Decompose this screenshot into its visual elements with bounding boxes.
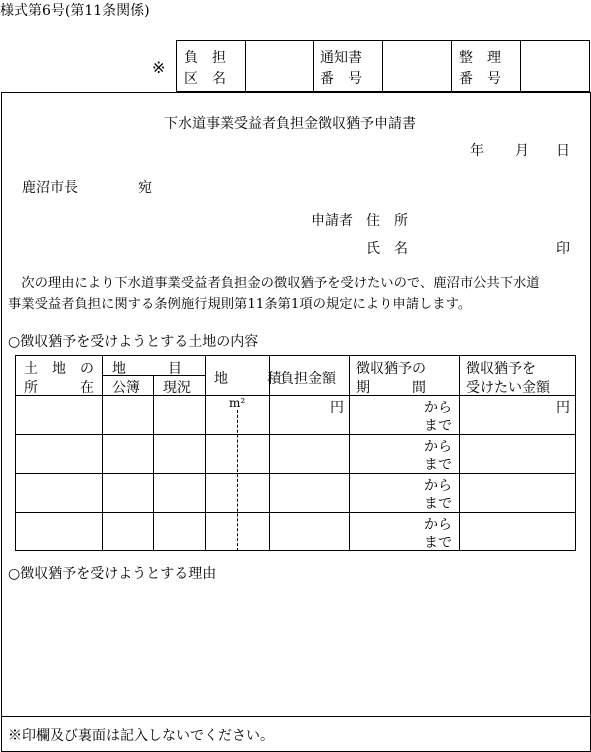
header-category-registry: 公簿: [112, 380, 140, 396]
header-amount-1: 徴収猶予を: [466, 361, 536, 377]
office-col1-line2: 区 名: [184, 71, 226, 87]
row2-from: から: [424, 439, 452, 455]
form-title: 下水道事業受益者負担金徴収猶予申請書: [164, 116, 416, 132]
form-number: 様式第6号(第11条関係): [0, 3, 150, 19]
header-location-2: 所 在: [24, 380, 94, 396]
office-col1-line1: 負 担: [184, 50, 226, 66]
row1-to: まで: [424, 418, 452, 434]
date-month: 月: [515, 143, 529, 159]
header-period-2: 期 間: [356, 380, 426, 396]
office-col2-line1: 通知書: [320, 50, 362, 66]
applicant-label: 申請者: [311, 213, 353, 229]
row4-to: まで: [424, 535, 452, 551]
land-section-heading: ○徴収猶予を受けようとする土地の内容: [8, 334, 259, 350]
row4-from: から: [424, 517, 452, 533]
header-category: 地 目: [112, 361, 182, 377]
unit-area: m²: [229, 396, 246, 410]
addressee-suffix: 宛: [138, 180, 152, 196]
office-col3-line2: 番 号: [459, 71, 501, 87]
office-col3-line1: 整 理: [459, 50, 501, 66]
unit-yen-amount: 円: [556, 400, 570, 416]
row3-from: から: [424, 478, 452, 494]
header-area: 地 積: [214, 371, 294, 387]
reason-heading: ○徴収猶予を受けようとする理由: [8, 566, 217, 582]
row2-to: まで: [424, 457, 452, 473]
header-period-1: 徴収猶予の: [356, 361, 426, 377]
body-text-line1: 次の理由により下水道事業受益者負担金の徴収猶予を受けたいので、鹿沼市公共下水道: [8, 276, 540, 291]
office-use-table: [176, 40, 590, 92]
office-col2-line2: 番 号: [320, 71, 362, 87]
applicant-address-label: 住 所: [366, 213, 408, 229]
seal-mark: 印: [556, 241, 570, 257]
date-day: 日: [556, 143, 570, 159]
footnote: ※印欄及び裏面は記入しないでください。: [8, 728, 274, 744]
row1-from: から: [424, 400, 452, 416]
row3-to: まで: [424, 496, 452, 512]
header-category-actual: 現況: [163, 380, 191, 396]
date-year: 年: [470, 143, 484, 159]
header-amount-2: 受けたい金額: [466, 380, 550, 396]
applicant-name-label: 氏 名: [366, 241, 408, 257]
unit-yen-charge: 円: [330, 400, 344, 416]
office-use-mark: ※: [152, 58, 166, 77]
body-text-line2: 事業受益者負担に関する条例施行規則第11条第1項の規定により申請します。: [8, 297, 472, 312]
addressee-name: 鹿沼市長: [22, 180, 78, 196]
header-charge: 負担金額: [280, 371, 336, 387]
header-location-1: 土 地 の: [24, 361, 94, 377]
